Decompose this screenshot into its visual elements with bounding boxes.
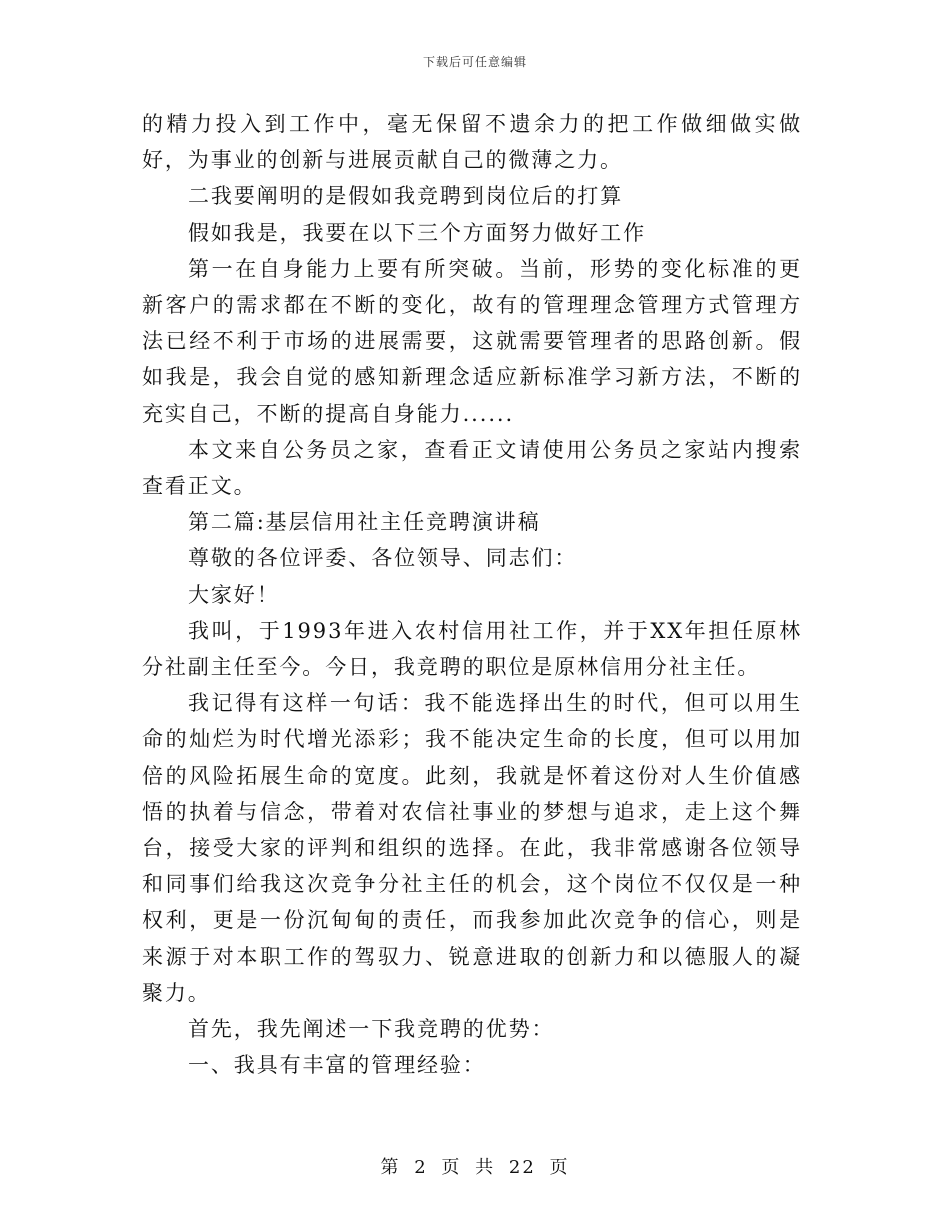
paragraph-intro: 我叫，于1993年进入农村信用社工作，并于XX年担任原林分社副主任至今。今日，我竞聘的职位是原林信用分社主任。 — [142, 618, 802, 680]
footer-current-page: 2 — [414, 1157, 428, 1178]
page-header-note: 下载后可任意编辑 — [422, 55, 527, 69]
footer-total-word: 共 — [475, 1157, 496, 1178]
salutation: 尊敬的各位评委、各位领导、同志们： — [188, 546, 578, 571]
paragraph-2: 二我要阐明的是假如我竞聘到岗位后的打算 — [188, 184, 624, 209]
paragraph-point-1: 一、我具有丰富的管理经验： — [188, 1053, 486, 1078]
document-body — [142, 106, 802, 1083]
section-title-2: 第二篇:基层信用社主任竞聘演讲稿 — [188, 510, 541, 535]
paragraph-quote: 我记得有这样一句话：我不能选择出生的时代，但可以用生命的灿烂为时代增光添彩；我不能决定生命的长度，但可以用加倍的风险拓展生命的宽度。此刻，我就是怀着这份对人生价值感悟的执着与信念，带着对农信社事业的梦想与追求，走上这个舞台，接受大家的评判和组织的选择。在此，我非常感谢各位领导和同事们给我这次竞争分社主任的机会，这个岗位不仅仅是一种权利，更是一份沉甸甸的责任，而我参加此次竞争的信心，则是来源于对本职工作的驾驭力、锐意进取的创新力和以德服人的凝聚力。 — [142, 691, 802, 1005]
footer-suffix: 页 — [549, 1157, 570, 1178]
footer-prefix: 第 — [380, 1157, 401, 1178]
paragraph-1: 的精力投入到工作中，毫无保留不遗余力的把工作做细做实做好，为事业的创新与进展贡献自己的微薄之力。 — [142, 112, 802, 173]
paragraph-5: 本文来自公务员之家，查看正文请使用公务员之家站内搜索查看正文。 — [142, 437, 802, 499]
paragraph-advantages: 首先，我先阐述一下我竞聘的优势： — [188, 1017, 555, 1042]
greeting: 大家好！ — [188, 582, 280, 607]
footer-total-pages: 22 — [508, 1157, 536, 1178]
paragraph-4: 第一在自身能力上要有所突破。当前，形势的变化标准的更新客户的需求都在不断的变化，故有的管理理念管理方式管理方法已经不利于市场的进展需要，这就需要管理者的思路创新。假如我是，我会自觉的感知新理念适应新标准学习新方法，不断的充实自己，不断的提高自身能力...... — [142, 256, 802, 426]
footer-page-word: 页 — [441, 1157, 462, 1178]
page-footer — [0, 1153, 950, 1179]
paragraph-3: 假如我是，我要在以下三个方面努力做好工作 — [188, 220, 646, 245]
